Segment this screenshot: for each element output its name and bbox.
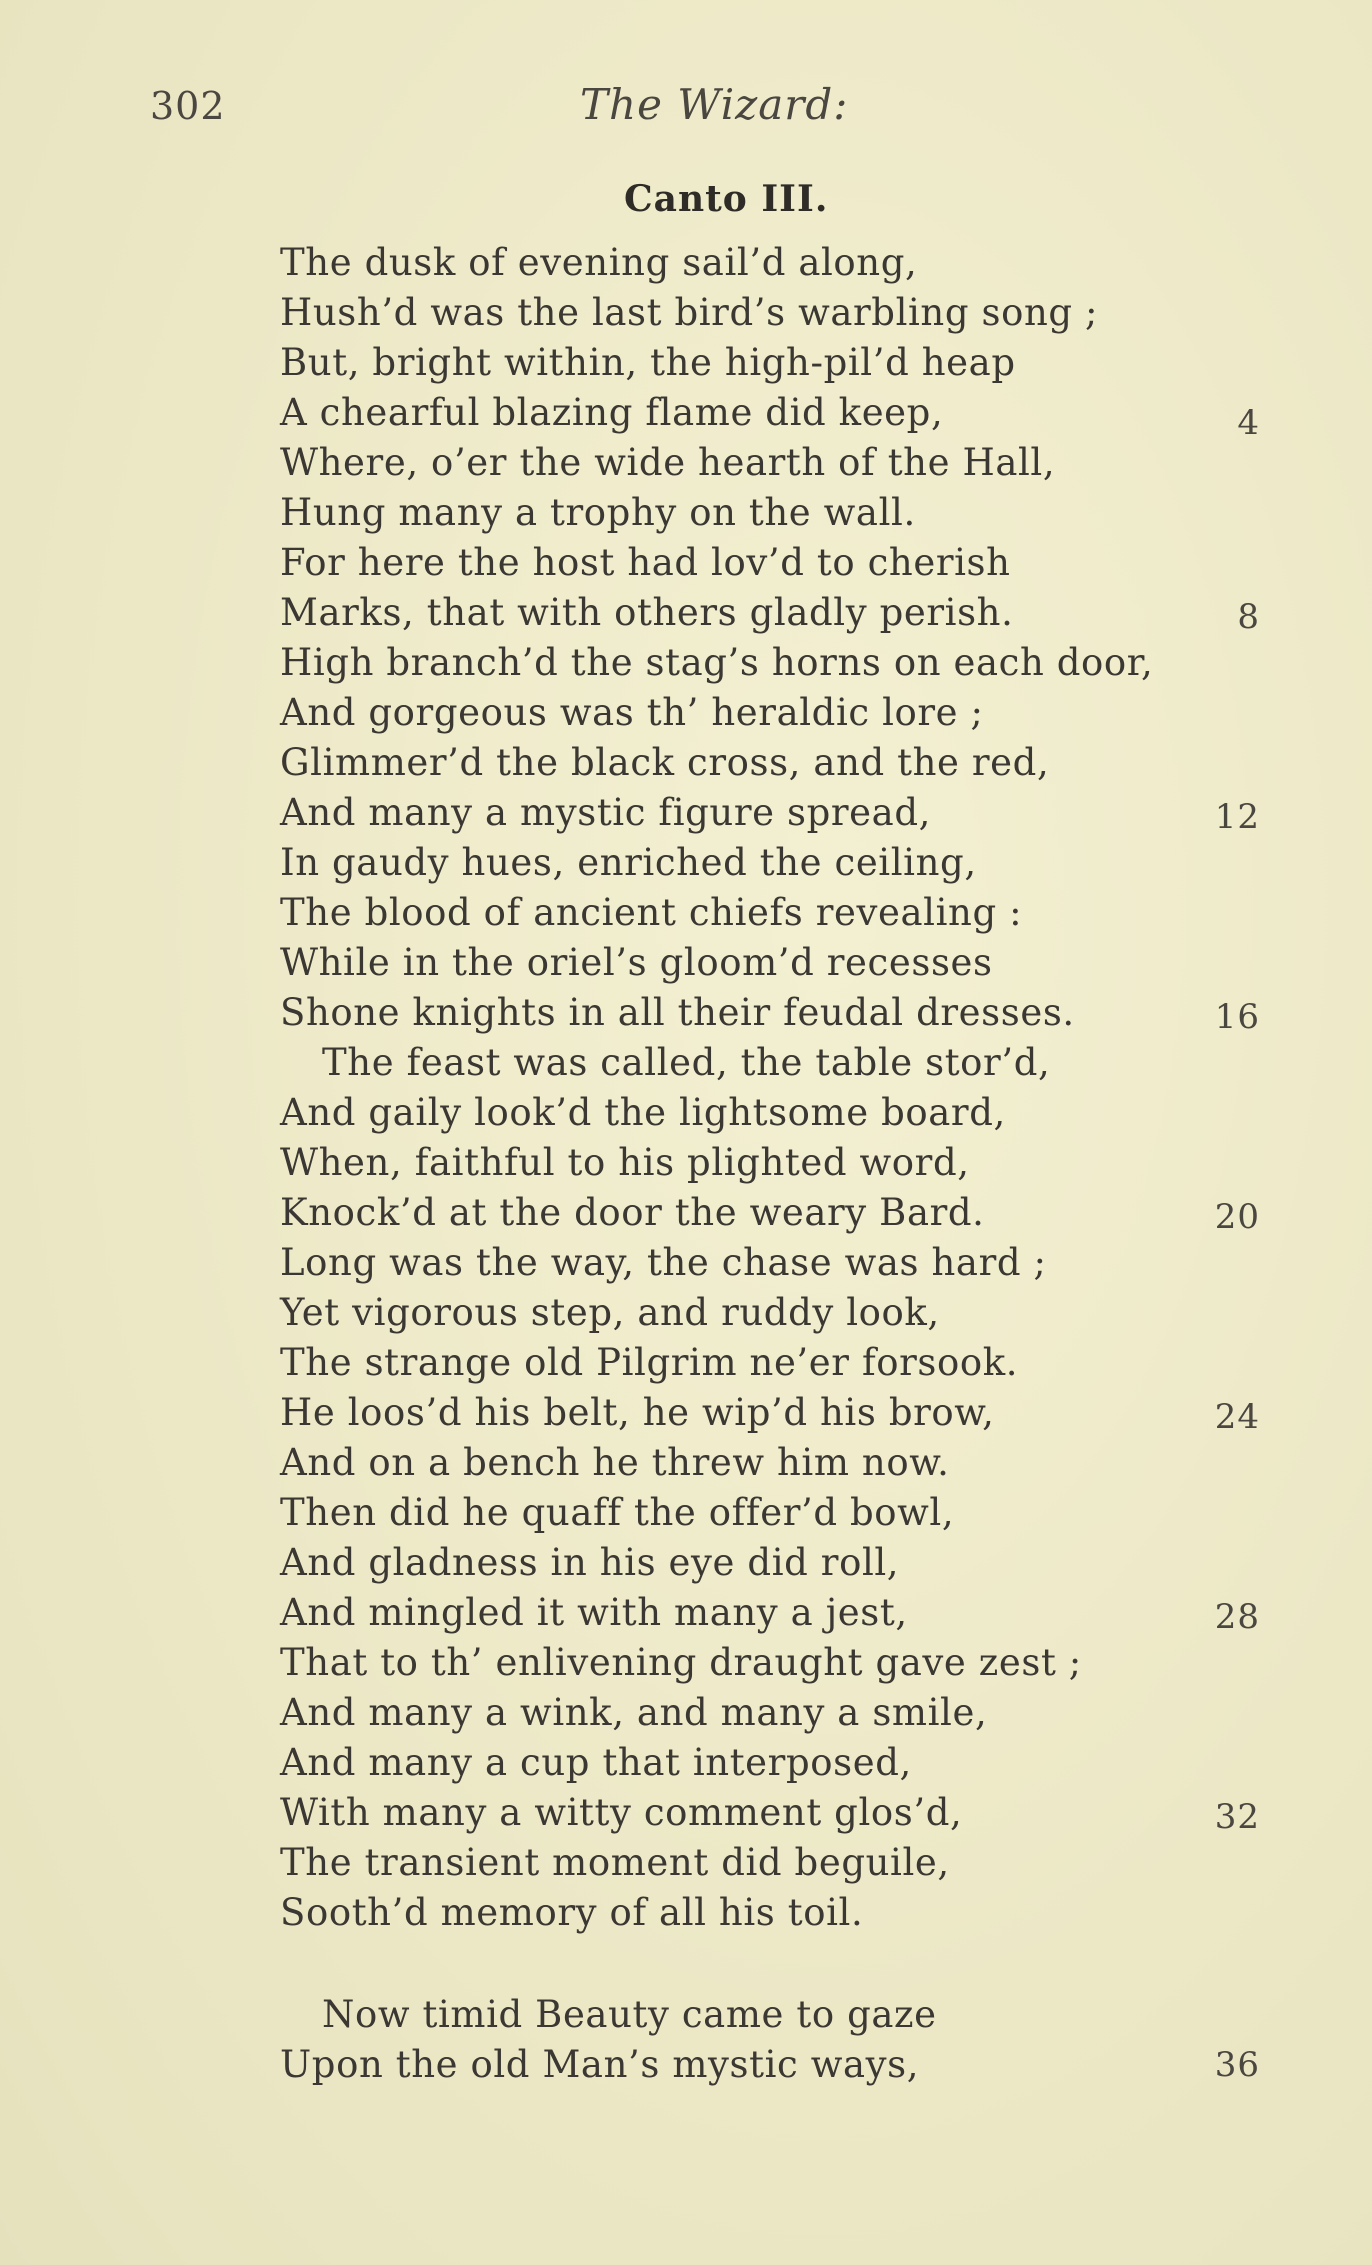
verse-line: Long was the way, the chase was hard ; (280, 1241, 1047, 1284)
verse-line: Where, o’er the wide hearth of the Hall, (280, 441, 1056, 484)
verse-line: Glimmer’d the black cross, and the red, (280, 741, 1050, 784)
line-number: 28 (1214, 1597, 1260, 1637)
line-number: 20 (1214, 1197, 1260, 1237)
line-number: 4 (1237, 403, 1260, 443)
verse-line: Hush’d was the last bird’s warbling song ; (280, 291, 1099, 334)
canto-heading: Canto III. (624, 178, 829, 220)
verse-line: And many a cup that interposed, (280, 1741, 912, 1784)
verse-line: High branch’d the stag’s horns on each door, (280, 641, 1154, 684)
verse-line: For here the host had lov’d to cherish (280, 541, 1011, 584)
verse-line: Hung many a trophy on the wall. (280, 491, 916, 534)
line-number: 32 (1214, 1797, 1260, 1837)
line-number: 16 (1214, 997, 1260, 1037)
verse-line: The blood of ancient chiefs revealing : (280, 891, 1023, 934)
verse-line: When, faithful to his plighted word, (280, 1141, 970, 1184)
verse-line: But, bright within, the high-pil’d heap (280, 341, 1016, 384)
verse-line: And mingled it with many a jest, (280, 1591, 908, 1634)
line-number: 8 (1237, 597, 1260, 637)
verse-line: The feast was called, the table stor’d, (322, 1041, 1051, 1084)
line-number: 12 (1214, 797, 1260, 837)
verse-line: Then did he quaff the offer’d bowl, (280, 1491, 955, 1534)
verse-line: And gladness in his eye did roll, (280, 1541, 900, 1584)
verse-line: Shone knights in all their feudal dresses. (280, 991, 1075, 1034)
verse-line: In gaudy hues, enriched the ceiling, (280, 841, 977, 884)
verse-line: The transient moment did beguile, (280, 1841, 950, 1884)
line-number: 24 (1214, 1397, 1260, 1437)
verse-line: Now timid Beauty came to gaze (322, 1993, 937, 2036)
verse-line: Knock’d at the door the weary Bard. (280, 1191, 985, 1234)
verse-line: He loos’d his belt, he wip’d his brow, (280, 1391, 995, 1434)
verse-line: Sooth’d memory of all his toil. (280, 1891, 864, 1934)
verse-line: The dusk of evening sail’d along, (280, 241, 918, 284)
verse-line: And many a wink, and many a smile, (280, 1691, 988, 1734)
verse-line: While in the oriel’s gloom’d recesses (280, 941, 993, 984)
verse-line: And many a mystic figure spread, (280, 791, 931, 834)
verse-line: Yet vigorous step, and ruddy look, (280, 1291, 940, 1334)
verse-line: And gaily look’d the lightsome board, (280, 1091, 1006, 1134)
verse-line: That to th’ enlivening draught gave zest ; (280, 1641, 1082, 1684)
running-title: The Wizard: (580, 80, 849, 129)
verse-line: And on a bench he threw him now. (280, 1441, 950, 1484)
line-number: 36 (1214, 2045, 1260, 2085)
verse-line: The strange old Pilgrim ne’er forsook. (280, 1341, 1019, 1384)
verse-line: Marks, that with others gladly perish. (280, 591, 1014, 634)
verse-line: With many a witty comment glos’d, (280, 1791, 963, 1834)
verse-line: A chearful blazing flame did keep, (280, 391, 944, 434)
verse-line: And gorgeous was th’ heraldic lore ; (280, 691, 984, 734)
verse-line: Upon the old Man’s mystic ways, (280, 2043, 920, 2086)
page-number: 302 (150, 84, 226, 128)
